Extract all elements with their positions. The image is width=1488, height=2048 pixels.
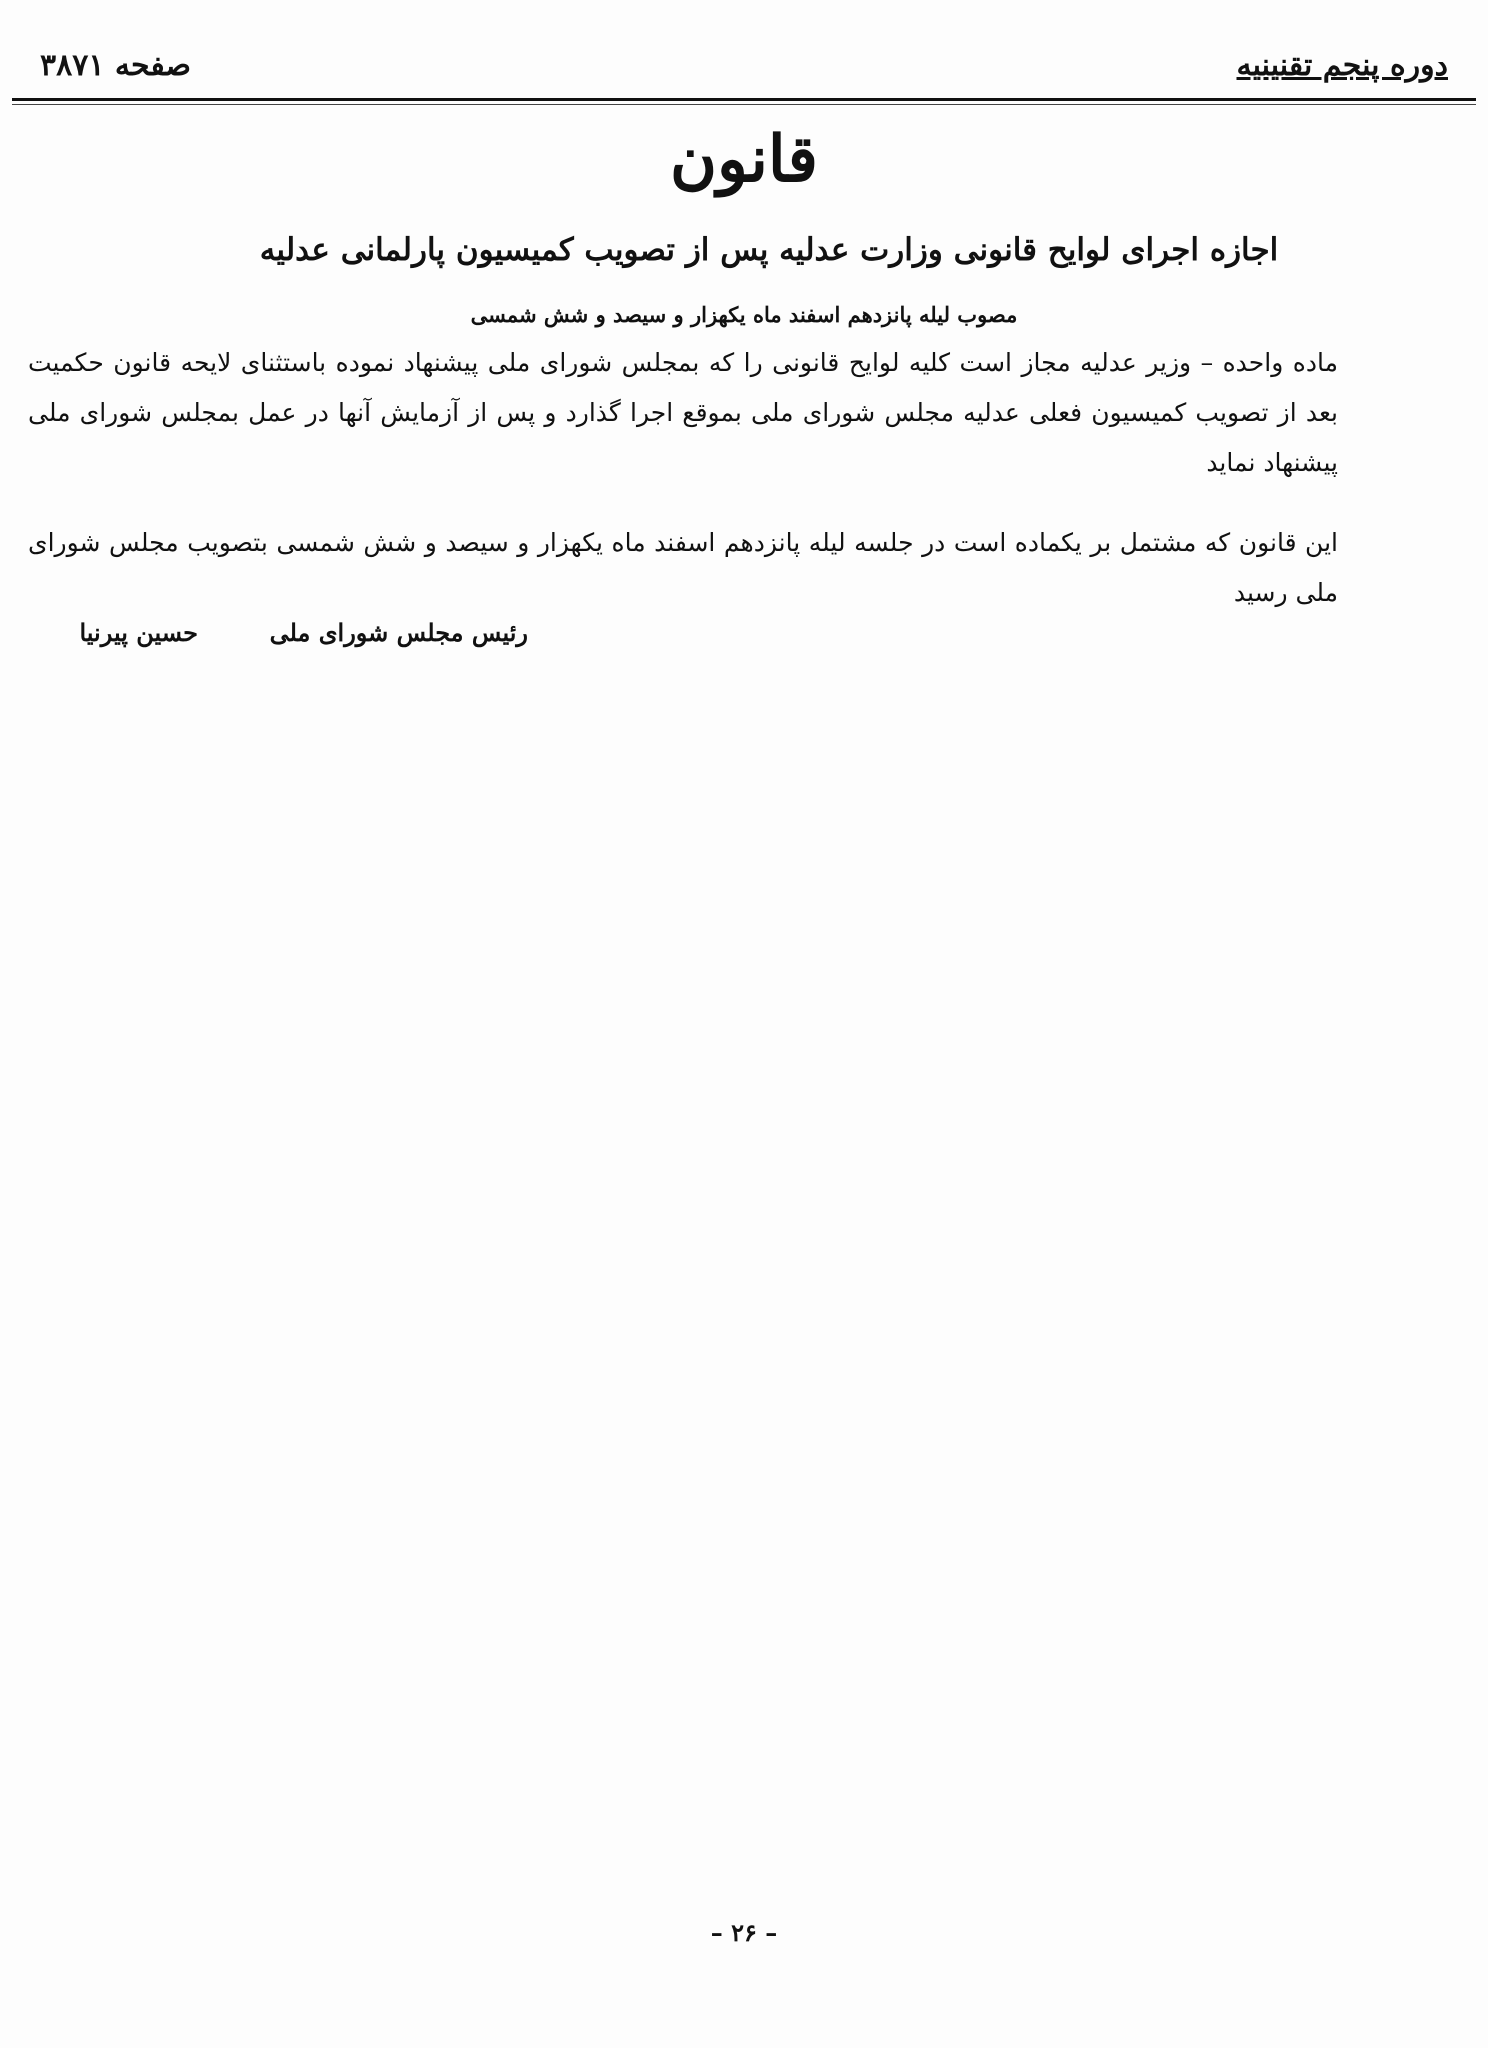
page-reference: صفحه ۳۸۷۱	[40, 48, 191, 83]
document-title: قانون	[670, 122, 818, 197]
signature-title: رئیس مجلس شورای ملی	[269, 618, 528, 647]
law-subtitle: اجازه اجرای لوایح قانونی وزارت عدلیه پس از تصویب کمیسیون پارلمانی عدلیه	[259, 232, 1279, 268]
closing-paragraph	[28, 518, 1338, 618]
signature-name: حسین پیرنیا	[79, 618, 198, 647]
article-paragraph	[28, 338, 1338, 488]
gazette-name: دوره پنجم تقنینیه	[1236, 48, 1448, 83]
page-header	[40, 48, 1448, 94]
header-rule-thin	[12, 104, 1476, 105]
header-rule	[12, 98, 1476, 101]
approval-date: مصوب لیله پانزدهم اسفند ماه یکهزار و سیصد و شش شمسی	[470, 302, 1018, 327]
closing-text: این قانون که مشتمل بر یکماده است در جلسه لیله پانزدهم اسفند ماه یکهزار و سیصد و شش شمسی بتصویب مجلس شورای ملی رسید	[28, 528, 1338, 607]
article-text: ماده واحده – وزیر عدلیه مجاز است کلیه لوایح قانونی را که بمجلس شورای ملی پیشنهاد نموده باستثنای لایحه قانون حکمیت بعد از تصویب کمیسیون فعلی عدلیه مجلس شورای ملی بموقع اجرا گذارد و پس از آزمایش آنها در عمل بمجلس شورای ملی پیشنهاد نماید	[28, 348, 1338, 477]
page-number: – ۲۶ –	[710, 1918, 778, 1947]
